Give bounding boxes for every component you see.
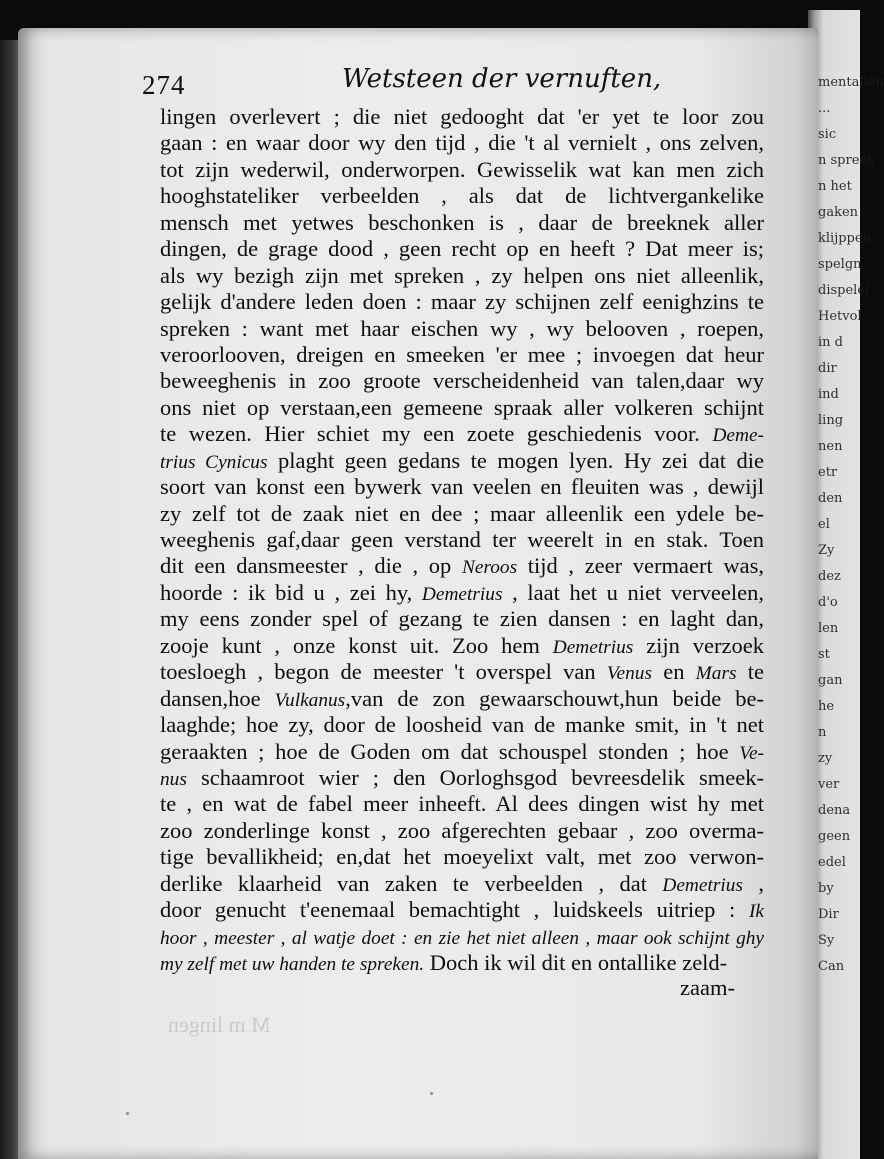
text-line	[160, 316, 764, 342]
italic-text: Demetrius	[662, 874, 743, 896]
text-segment: te , en wat de fabel meer inheeft. Al dees dingen wist hy met	[160, 791, 764, 817]
adjacent-fragment: ...	[818, 101, 831, 116]
text-line	[160, 130, 764, 156]
text-segment: spreken : want met haar eischen wy , wy belooven , roepen,	[160, 315, 764, 341]
italic-text: Demetrius	[421, 583, 503, 605]
text-segment: tige bevallikheid; en,dat het moeyelixt valt, met zoo verwon-	[160, 844, 764, 870]
text-line	[160, 289, 764, 315]
text-line	[160, 474, 764, 500]
paper-speck	[126, 1112, 129, 1115]
adjacent-fragment: sic	[818, 127, 837, 142]
text-segment: dingen, de grage dood , geen recht op en heeft ? Dat meer is;	[160, 236, 764, 262]
adjacent-fragment: n spreek	[818, 153, 875, 168]
text-segment: ,van de zon gewaarschouwt,hun beide be-	[345, 685, 765, 711]
adjacent-fragment: n	[818, 725, 827, 740]
adjacent-fragment: gan	[818, 673, 843, 688]
text-segment: tijd , zeer vermaert was,	[517, 553, 764, 579]
text-line	[160, 580, 764, 606]
adjacent-fragment: Dir	[818, 907, 839, 922]
adjacent-fragment: n het	[818, 179, 852, 194]
text-segment: gelijk d'andere leden doen : maar zy schijnen zelf eenighzins te	[160, 289, 764, 315]
text-segment: Doch ik wil dit en ontallike zeld-	[424, 950, 728, 975]
text-line	[160, 765, 764, 791]
adjacent-fragment: Hetvol	[818, 309, 862, 324]
adjacent-fragment: dena	[818, 803, 851, 818]
italic-text: Ik	[748, 901, 764, 923]
adjacent-fragment: Zy	[818, 543, 835, 558]
text-line	[160, 553, 764, 579]
adjacent-fragment: ling	[818, 413, 844, 428]
text-line	[160, 739, 764, 765]
body-text	[160, 104, 764, 976]
adjacent-fragment: dir	[818, 361, 837, 376]
text-segment: toesloegh , begon de meester 't overspel van	[160, 659, 607, 685]
text-line	[160, 210, 764, 236]
text-segment: soort van konst een bywerk van veelen en fleuiten was , dewijl	[160, 474, 764, 500]
text-line	[160, 633, 764, 659]
adjacent-fragment: ver	[818, 777, 840, 792]
paper-speck	[430, 1092, 433, 1095]
text-segment: te	[736, 659, 764, 685]
adjacent-fragment: he	[818, 699, 835, 714]
text-segment: als wy bezigh zijn met spreken , zy helpen ons niet alleenlik,	[160, 262, 764, 288]
text-line	[160, 659, 764, 685]
text-line	[160, 791, 764, 817]
text-segment: laaghde; hoe zy, door de loosheid van de manke smit, in 't net	[160, 712, 764, 738]
catchword: zaam-	[680, 975, 735, 1000]
text-line	[160, 263, 764, 289]
text-segment: zooje kunt , onze konst uit. Zoo hem	[160, 632, 553, 658]
text-segment: lingen overlevert ; die niet gedooght dat 'er yet te loor zou	[160, 104, 764, 129]
text-segment: zoo zonderlinge konst , zoo afgerechten gebaar , zoo overma-	[160, 817, 764, 843]
text-segment: dit een dansmeester , die , op	[160, 553, 462, 579]
page-header	[142, 64, 662, 104]
text-segment: ,	[742, 870, 764, 896]
italic-text: Mars	[695, 663, 737, 685]
text-segment: geraakten ; hoe de Goden om dat schouspel stonden ; hoe	[160, 738, 740, 764]
adjacent-fragment: len	[818, 621, 839, 636]
adjacent-fragment: gaken	[818, 205, 859, 220]
italic-text: nus	[160, 768, 187, 790]
italic-text: Venus	[606, 663, 652, 685]
text-segment: te wezen. Hier schiet my een zoete geschiedenis voor.	[160, 421, 713, 447]
adjacent-fragment: geen	[818, 829, 851, 844]
adjacent-fragment: Sy	[818, 933, 835, 948]
text-line	[160, 950, 764, 976]
adjacent-fragment: spelgn	[818, 257, 862, 272]
text-line	[160, 606, 764, 632]
adjacent-fragment: mentallen	[818, 75, 884, 90]
adjacent-fragment: Can	[818, 959, 845, 974]
text-segment: en	[651, 659, 696, 685]
text-segment: , laat het u niet verveelen,	[502, 579, 764, 605]
text-line	[160, 897, 764, 923]
text-line	[160, 395, 764, 421]
text-segment: gaan : en waar door wy den tijd , die 't al vernielt , ons zelven,	[160, 130, 764, 156]
adjacent-fragment: etr	[818, 465, 838, 480]
text-segment: mensch met yetwes beschonken is , daar de breeknek aller	[160, 209, 764, 235]
text-segment: schaamroot wier ; den Oorloghsgod bevreesdelik smeek-	[186, 764, 764, 790]
text-segment: derlike klaarheid van zaken te verbeelden , dat	[160, 870, 663, 896]
adjacent-fragment: edel	[818, 855, 846, 870]
adjacent-fragment: den	[818, 491, 843, 506]
text-line	[160, 818, 764, 844]
text-segment: dansen,hoe	[160, 685, 275, 711]
text-segment: hooghstateliker verbeelden , als dat de lichtvergankelike	[160, 183, 764, 209]
adjacent-fragment: zy	[818, 751, 833, 766]
adjacent-fragment: dispelel	[818, 283, 870, 298]
text-segment: my eens zonder spel of gezang te zien dansen : en laght dan,	[160, 606, 764, 632]
italic-text: my zelf met uw handen te spreken.	[160, 954, 425, 975]
text-line	[160, 924, 764, 950]
adjacent-fragment: dez	[818, 569, 841, 584]
adjacent-page-fragments	[818, 70, 884, 980]
text-line	[160, 236, 764, 262]
text-segment: zy zelf tot de zaak niet en dee ; maar alleenlik een ydele be-	[160, 500, 764, 526]
adjacent-fragment: by	[818, 881, 834, 896]
text-line	[160, 368, 764, 394]
adjacent-fragment: st	[818, 647, 830, 662]
text-segment: veroorlooven, dreigen en smeeken 'er mee ; invoegen dat heur	[160, 341, 764, 367]
text-segment: zijn verzoek	[633, 632, 764, 658]
text-segment: tot zijn wederwil, onderworpen. Gewisselik wat kan men zich	[160, 156, 764, 182]
adjacent-fragment: klijppen	[818, 231, 871, 246]
adjacent-fragment: in d	[818, 335, 843, 350]
adjacent-fragment: el	[818, 517, 830, 532]
text-segment: door genucht t'eenemaal bemachtight , luidskeels uitriep :	[160, 897, 749, 923]
adjacent-fragment: nen	[818, 439, 843, 454]
running-head: Wetsteen der vernuften,	[342, 64, 662, 94]
italic-text: Neroos	[461, 557, 518, 579]
text-line	[160, 686, 764, 712]
page-number: 274	[142, 70, 186, 100]
text-line	[160, 448, 764, 474]
italic-text: trius Cynicus	[160, 451, 268, 473]
text-line	[160, 421, 764, 447]
text-line	[160, 501, 764, 527]
italic-text: Deme-	[712, 425, 764, 447]
text-segment: weeghenis gaf,daar geen verstand ter weerelt in en stak. Toen	[160, 527, 764, 552]
italic-text: Demetrius	[552, 636, 634, 658]
text-line	[160, 104, 764, 130]
adjacent-fragment: d'o	[818, 595, 838, 610]
text-segment: plaght geen gedans te mogen lyen. Hy zei dat die	[267, 447, 764, 473]
text-line	[160, 712, 764, 738]
italic-text: Ve-	[739, 742, 764, 764]
italic-text: Vulkanus	[274, 689, 346, 711]
adjacent-fragment: ind	[818, 387, 839, 402]
bleed-through-text: M m lingen	[168, 1012, 271, 1037]
italic-text: hoor , meester , al watje doet : en zie het niet alleen , maar ook schijnt ghy	[160, 927, 764, 949]
text-line	[160, 183, 764, 209]
text-line	[160, 871, 764, 897]
text-line	[160, 527, 764, 553]
text-segment: ons niet op verstaan,een gemeene spraak aller volkeren schijnt	[160, 394, 764, 420]
text-segment: hoorde : ik bid u , zei hy,	[160, 579, 422, 605]
text-line	[160, 157, 764, 183]
text-line	[160, 844, 764, 870]
text-line	[160, 342, 764, 368]
text-segment: beweeghenis in zoo groote verscheidenheid van talen,daar wy	[160, 368, 764, 394]
